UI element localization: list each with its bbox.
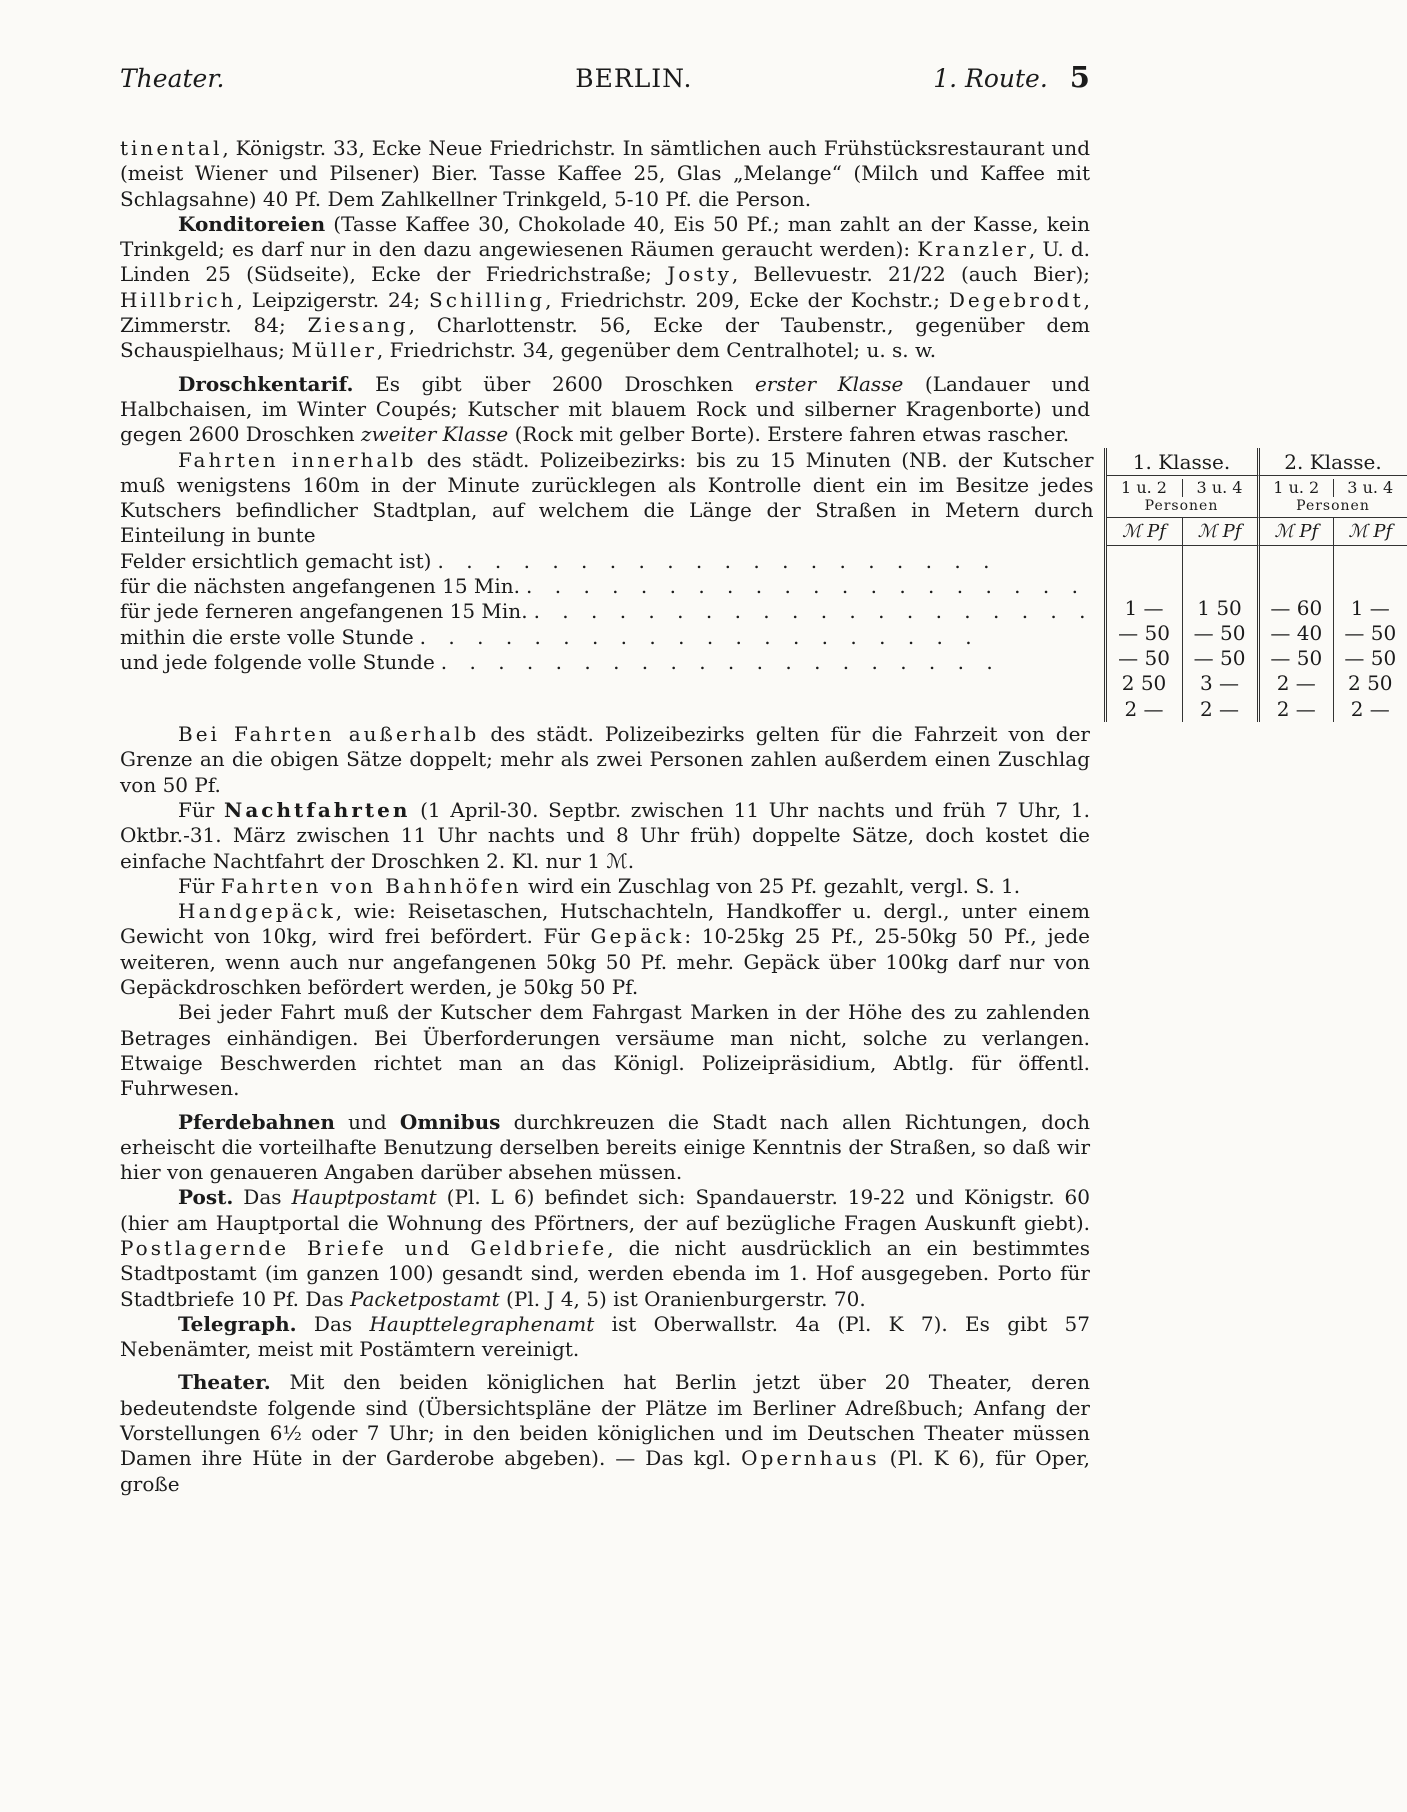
fare-value-row: [1107, 671, 1407, 696]
fare-cell: 2 —: [1276, 671, 1316, 696]
fare-cell: 1 —: [1124, 595, 1164, 620]
fare-table: [1104, 448, 1407, 722]
paragraph-outside-district: Bei Fahrten außerhalb des städt. Polizeibezirks gelten für die Fahrzeit von der Grenze an die obigen Sätze doppelt; mehr als zwei Personen zahlen außerdem einen Zuschlag von 50 Pf.: [120, 722, 1090, 797]
fare-row-label: für jede ferneren angefangenen 15 Min. . . . . . . . . . . . . . . . . . . . .: [120, 599, 1094, 624]
paragraph-night-rides: Für Nachtfahrten (1 April-30. Septbr. zwischen 11 Uhr nachts und früh 7 Uhr, 1. Oktbr.-31. März zwischen 11 Uhr nachts und 8 Uhr früh) doppelte Sätze, doch kostet die einfache Nachtfahrt der Droschken 2. Kl. nur 1 ℳ.: [120, 797, 1090, 873]
persons-label: Personen: [1296, 497, 1370, 514]
persons-1-2: 1 u. 2: [1273, 477, 1320, 497]
fare-cell: — 60: [1270, 595, 1323, 620]
fare-cell: 2 50: [1121, 671, 1167, 696]
paragraph-telegraph: Telegraph. Das Haupttelegraphenamt ist Oberwallstr. 4a (Pl. K 7). Es gibt 57 Nebenämter, meist mit Postämtern vereinigt.: [120, 1311, 1090, 1362]
text-block-top: [120, 136, 1090, 448]
persons-label: Personen: [1144, 497, 1219, 514]
header-route: 1. Route.: [933, 64, 1048, 93]
fare-cell: — 50: [1182, 646, 1257, 671]
unit-label: ℳ Pf: [1182, 518, 1257, 545]
fare-description: [120, 448, 1104, 722]
fare-row-label: Felder ersichtlich gemacht ist) . . . . . . . . . . . . . . . . . . . .: [120, 548, 998, 573]
unit-label: ℳ Pf: [1122, 520, 1166, 542]
fare-cell: 2 50: [1333, 671, 1407, 696]
header-city: BERLIN.: [575, 64, 693, 93]
fare-class-2-header: 2. Klasse.: [1257, 448, 1407, 476]
fare-section: [120, 447, 1397, 722]
fare-row-label: mithin die erste volle Stunde . . . . . . . . . . . . . . . . . . . .: [120, 624, 980, 649]
paragraph-droschkentarif: Droschkentarif. Es gibt über 2600 Droschken erster Klasse (Landauer und Halbchaisen, im Winter Coupés; Kutscher mit blauem Rock und silberner Kragenborte) und gegen 2600 Droschken zweiter Klasse (Rock mit gelber Borte). Erstere fahren etwas rascher.: [120, 371, 1090, 447]
fare-cell: 2 —: [1276, 696, 1316, 721]
fare-value-row: [1107, 697, 1407, 722]
unit-label: ℳ Pf: [1274, 520, 1319, 542]
paragraph-tokens: Bei jeder Fahrt muß der Kutscher dem Fahrgast Marken in der Höhe des zu zahlenden Betrages einhändigen. Bei Überforderungen versäume man nicht, solche zu verlangen. Etwaige Beschwerden richtet man an das Königl. Polizeipräsidium, Abtlg. für öffentl. Fuhrwesen.: [120, 1000, 1090, 1101]
fare-value-row: [1107, 621, 1407, 646]
fare-cell: — 50: [1333, 621, 1407, 646]
fare-cell: 1 —: [1333, 596, 1407, 621]
unit-label: ℳ Pf: [1333, 518, 1407, 545]
persons-3-4: 3 u. 4: [1182, 479, 1257, 497]
fare-cell: 2 —: [1124, 696, 1164, 721]
paragraph-luggage: Handgepäck, wie: Reisetaschen, Hutschachteln, Handkoffer u. dergl., unter einem Gewicht von 10kg, wird frei befördert. Für Gepäck: 10-25kg 25 Pf., 25-50kg 50 Pf., jede weiteren, wenn auch nur angefangenen 50kg 50 Pf. mehr. Gepäck über 100kg darf nur von Gepäckdroschken befördert werden, je 50kg 50 Pf.: [120, 899, 1090, 1000]
header-section-title: Theater.: [120, 64, 225, 93]
fare-cell: — 40: [1270, 620, 1323, 645]
persons-1-2: 1 u. 2: [1121, 477, 1167, 497]
fare-cell: 2 —: [1182, 697, 1257, 722]
fare-row-label: und jede folgende volle Stunde . . . . . . . . . . . . . . . . . . . .: [120, 649, 1001, 674]
fare-cell: — 50: [1118, 620, 1170, 645]
fare-cell: — 50: [1333, 646, 1407, 671]
fare-cell: 2 —: [1333, 697, 1407, 722]
fare-value-row: [1107, 646, 1407, 671]
fare-cell: — 50: [1182, 621, 1257, 646]
fare-cell: 3 —: [1182, 671, 1257, 696]
fare-cell: — 50: [1270, 646, 1323, 671]
fare-cell: — 50: [1118, 646, 1170, 671]
fare-row-label: für die nächsten angefangenen 15 Min. . . . . . . . . . . . . . . . . . . . .: [120, 574, 1086, 599]
paragraph-station-rides: Für Fahrten von Bahnhöfen wird ein Zuschlag von 25 Pf. gezahlt, vergl. S. 1.: [178, 873, 1021, 898]
paragraph-post: Post. Das Hauptpostamt (Pl. L 6) befindet sich: Spandauerstr. 19-22 und Königstr. 60 (hier am Hauptportal die Wohnung des Pförtners, der auf bezügliche Fragen Auskunft giebt). Postlagernde Briefe und Geldbriefe, die nicht ausdrücklich an ein bestimmtes Stadtpostamt (im ganzen 100) gesandt sind, werden ebenda im 1. Hof ausgegeben. Porto für Stadtbriefe 10 Pf. Das Packetpostamt (Pl. J 4, 5) ist Oranienburgerstr. 70.: [120, 1185, 1091, 1311]
fare-class-1-header: 1. Klasse.: [1107, 448, 1257, 476]
paragraph-theater: Theater. Mit den beiden königlichen hat Berlin jetzt über 20 Theater, deren bedeutendste folgende sind (Übersichtspläne der Plätze im Berliner Adreßbuch; Anfang der Vorstellungen 6½ oder 7 Uhr; in den beiden königlichen und im Deutschen Theater müssen Damen ihre Hüte in der Garderobe abgeben). — Das kgl. Opernhaus (Pl. K 6), für Oper, große: [120, 1370, 1090, 1496]
fare-cell: 1 50: [1182, 596, 1257, 621]
persons-3-4: 3 u. 4: [1333, 479, 1407, 497]
fare-values: [1107, 596, 1407, 722]
paragraph-cafes: tinental, Königstr. 33, Ecke Neue Friedrichstr. In sämtlichen auch Frühstücksrestaurant und (meist Wiener und Pilsener) Bier. Tasse Kaffee 25, Glas „Melange“ (Milch und Kaffee mit Schlagsahne) 40 Pf. Dem Zahlkellner Trinkgeld, 5-10 Pf. die Person.: [120, 136, 1090, 211]
paragraph-konditoreien: Konditoreien (Tasse Kaffee 30, Chokolade 40, Eis 50 Pf.; man zahlt an der Kasse, kein Trinkgeld; es darf nur in den dazu angewiesenen Räumen geraucht werden): Kranzler, U. d. Linden 25 (Südseite), Ecke der Friedrichstraße; Josty, Bellevuestr. 21/22 (auch Bier); Hillbrich, Leipzigerstr. 24; Schilling, Friedrichstr. 209, Ecke der Kochstr.; Degebrodt, Zimmerstr. 84; Ziesang, Charlottenstr. 56, Ecke der Taubenstr., gegenüber dem Schauspielhaus; Müller, Friedrichstr. 34, gegenüber dem Centralhotel; u. s. w.: [120, 211, 1090, 363]
running-header: [120, 60, 1090, 94]
fare-value-row: [1107, 596, 1407, 621]
text-block-bottom: [120, 722, 1090, 1497]
page-number: 5: [1069, 60, 1090, 94]
fare-lead: Fahrten innerhalb des städt. Polizeibezirks: bis zu 15 Minuten (NB. der Kutscher muß wenigstens 160m in der Minute zurücklegen als Kontrolle dient ein im Besitze jedes Kutschers befindlicher Stadtplan, auf welchem die Länge der Straßen in Metern durch Einteilung in bunte: [120, 447, 1094, 548]
paragraph-trams: Pferdebahnen und Omnibus durchkreuzen die Stadt nach allen Richtungen, doch erheischt die vorteilhafte Benutzung derselben bereits einige Kenntnis der Straßen, so daß wir hier von genaueren Angaben darüber absehen müssen.: [120, 1109, 1090, 1185]
